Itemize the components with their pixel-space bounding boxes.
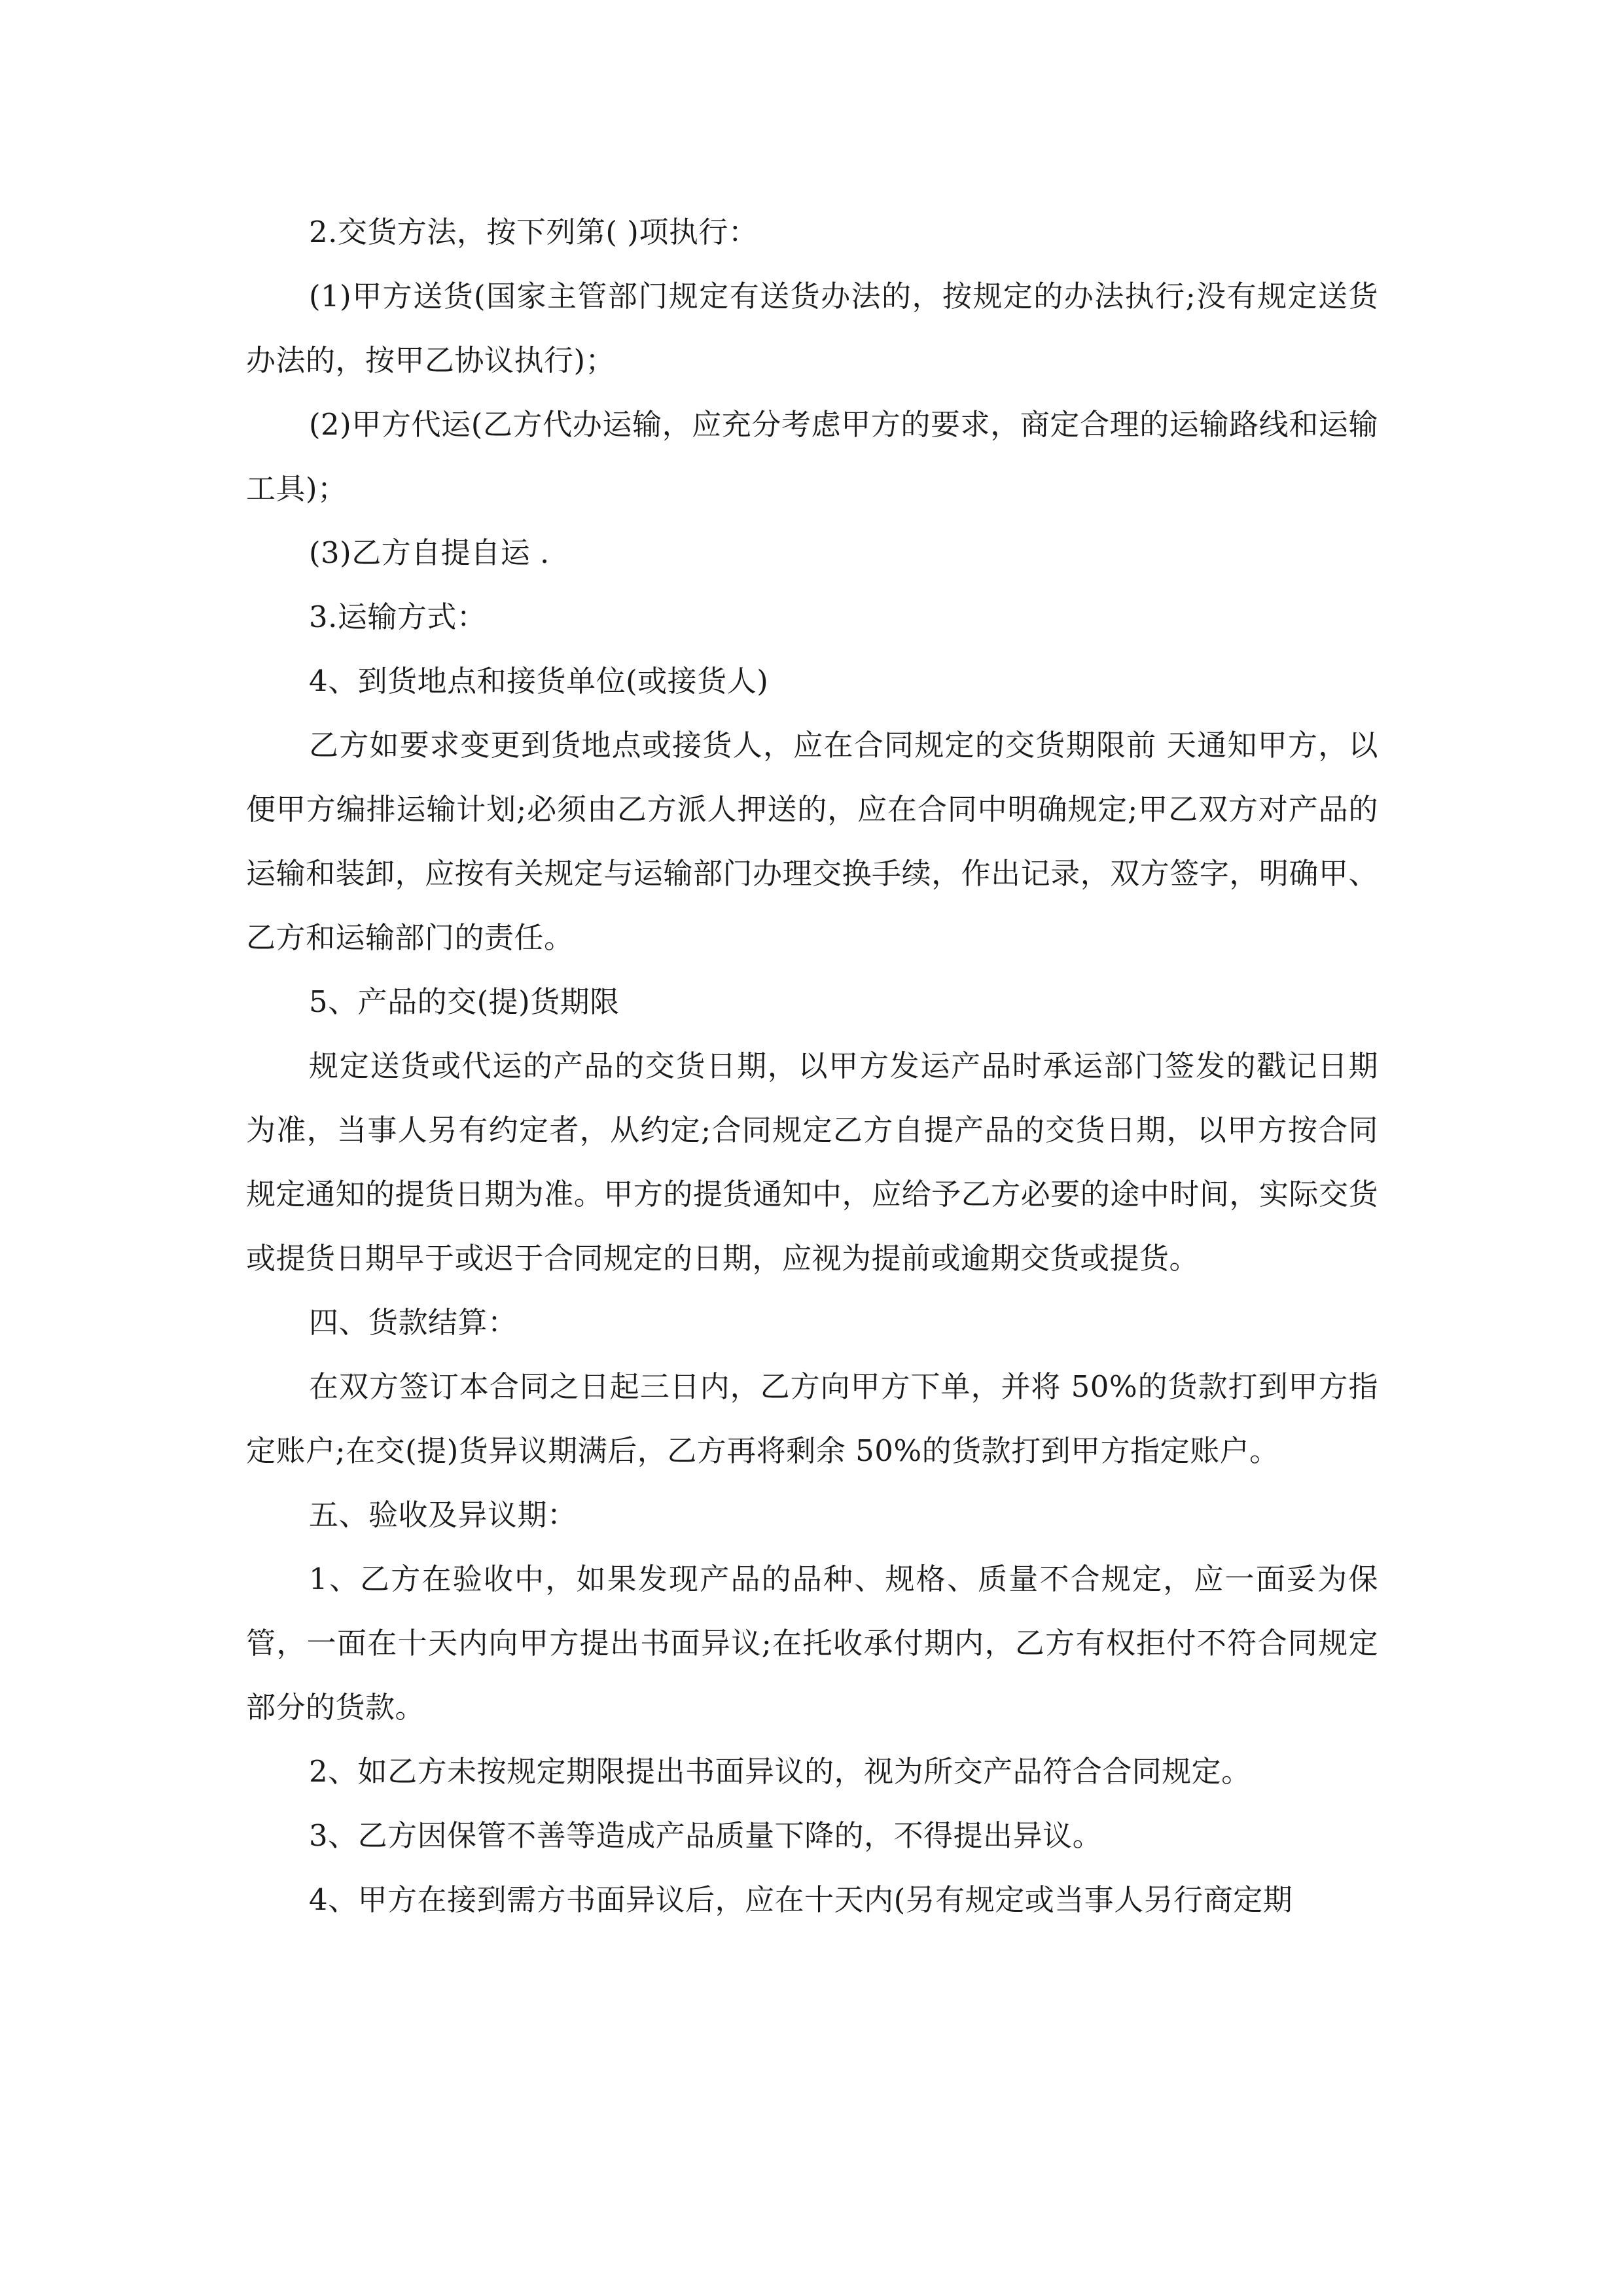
paragraph-payment-heading: 四、货款结算： xyxy=(309,1305,518,1340)
paragraph-inspection-1: 1、乙方在验收中，如果发现产品的品种、规格、质量不合规定，应一面妥为保管，一面在十天内向甲方提出书面异议;在托收承付期内，乙方有权拒付不符合同规定部分的货款。 xyxy=(246,1562,1378,1725)
paragraph-transport-mode: 3.运输方式： xyxy=(309,600,487,634)
paragraph-delivery-period: 5、产品的交(提)货期限 xyxy=(309,984,620,1019)
paragraph-payment-terms: 在双方签订本合同之日起三日内，乙方向甲方下单，并将 50%的货款打到甲方指定账户;在交(提)货异议期满后，乙方再将剩余 50%的货款打到甲方指定账户。 xyxy=(246,1369,1378,1468)
paragraph-delivery-date-rules: 规定送货或代运的产品的交货日期，以甲方发运产品时承运部门签发的戳记日期为准，当事人另有约定者，从约定;合同规定乙方自提产品的交货日期，以甲方按合同规定通知的提货日期为准。甲方的提货通知中，应给予乙方必要的途中时间，实际交货或提货日期早于或迟于合同规定的日期，应视为提前或逾期交货或提货。 xyxy=(246,1049,1378,1276)
document-body xyxy=(246,200,1378,1932)
paragraph-delivery-location: 4、到货地点和接货单位(或接货人) xyxy=(309,664,769,698)
paragraph-option-3: (3)乙方自提自运 . xyxy=(309,535,550,570)
paragraph-option-1: (1)甲方送货(国家主管部门规定有送货办法的，按规定的办法执行;没有规定送货办法的，按甲乙协议执行)； xyxy=(246,279,1378,378)
paragraph-delivery-method: 2.交货方法，按下列第( )项执行： xyxy=(309,215,758,249)
paragraph-inspection-4: 4、甲方在接到需方书面异议后，应在十天内(另有规定或当事人另行商定期 xyxy=(309,1882,1293,1917)
paragraph-location-change: 乙方如要求变更到货地点或接货人，应在合同规定的交货期限前 天通知甲方，以便甲方编排运输计划;必须由乙方派人押送的，应在合同中明确规定;甲乙双方对产品的运输和装卸，应按有关规定与运输部门办理交换手续，作出记录，双方签字，明确甲、乙方和运输部门的责任。 xyxy=(246,728,1378,955)
paragraph-inspection-heading: 五、验收及异议期： xyxy=(309,1498,577,1532)
paragraph-option-2: (2)甲方代运(乙方代办运输，应充分考虑甲方的要求，商定合理的运输路线和运输工具)； xyxy=(246,407,1378,506)
paragraph-inspection-3: 3、乙方因保管不善等造成产品质量下降的，不得提出异议。 xyxy=(309,1818,1103,1853)
paragraph-inspection-2: 2、如乙方未按规定期限提出书面异议的，视为所交产品符合合同规定。 xyxy=(309,1754,1251,1789)
